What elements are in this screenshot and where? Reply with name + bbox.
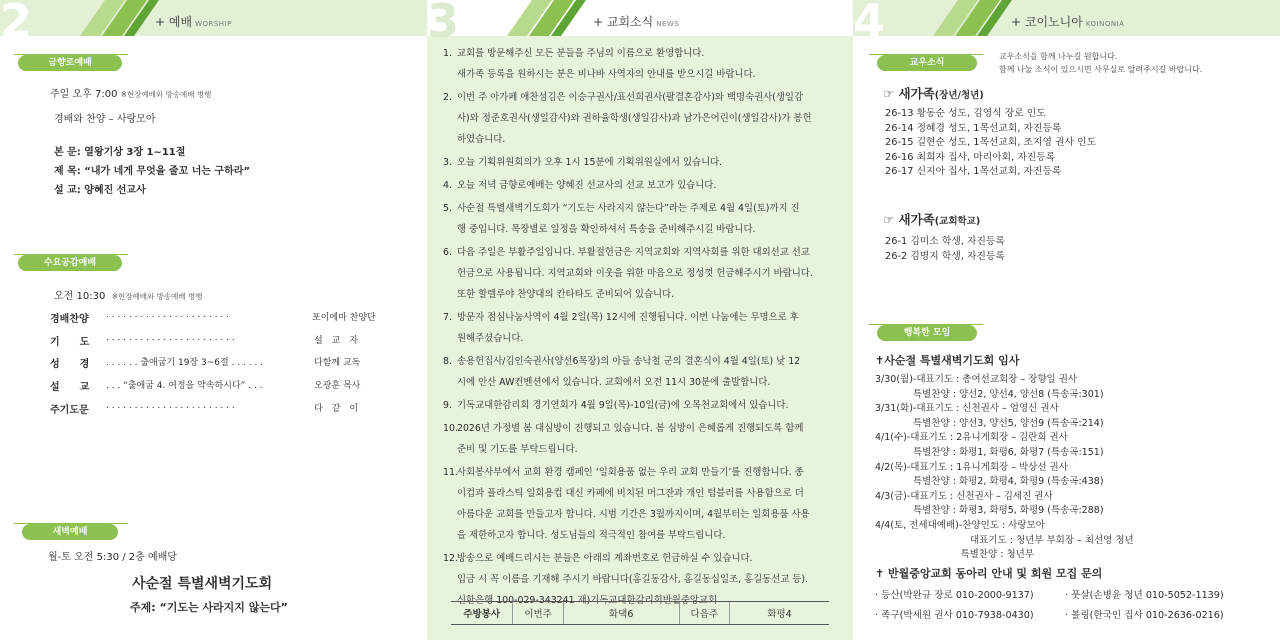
page-number: 3 bbox=[427, 0, 460, 48]
news-item-number: 9. bbox=[443, 400, 452, 411]
wednesday-time: 오전 10:30 ※현장예배와 방송예배 병행 bbox=[54, 291, 203, 302]
news-item bbox=[443, 418, 843, 460]
new-family-entry: 26-14 정혜경 성도, 1목선교회, 자진등록 bbox=[885, 122, 1062, 134]
leaf-stripes-icon bbox=[923, 0, 1013, 36]
news-item bbox=[443, 462, 843, 546]
schedule-line: 특별찬양 : 청년부 bbox=[875, 549, 1034, 561]
order-label: 주기도문 bbox=[50, 405, 89, 416]
wednesday-badge: 수요공감예배 bbox=[18, 255, 122, 271]
news-item-continuation: 또한 할렐루야 찬양대의 칸타타도 준비되어 있습니다. bbox=[457, 289, 675, 300]
news-item-number: 7. bbox=[443, 312, 452, 323]
dawn-heading: 사순절 특별새벽기도회 bbox=[132, 576, 273, 592]
news-item bbox=[443, 152, 843, 173]
gathering-badge: 행복한 모임 bbox=[877, 325, 977, 341]
friday-time: 주일 오후 7:00 ※현장예배와 방송예배 병행 bbox=[50, 89, 212, 100]
section-title: + 교회소식 NEWS bbox=[593, 15, 680, 29]
order-right: 다 같 이 bbox=[314, 404, 359, 414]
news-item bbox=[443, 242, 843, 305]
order-right: 오광훈 목사 bbox=[314, 381, 361, 391]
new-family-entry: 26-13 황동순 성도, 김영식 장로 인도 bbox=[885, 108, 1046, 119]
schedule-line: 특별찬양 : 양선3, 양선5, 양선9 (특송곡:214) bbox=[875, 417, 1104, 429]
schedule-line: 특별찬양 : 화평1, 화평6, 화평7 (특송곡:151) bbox=[875, 447, 1104, 458]
worship-panel bbox=[0, 0, 427, 640]
order-middle: . . . . . . . . . . . . . . . . . . . . . . bbox=[106, 310, 230, 320]
news-item-continuation: 헌금으로 사용됩니다. 지역교회와 이웃을 위한 마음으로 정성껏 헌금해주시기 바랍니다. bbox=[457, 268, 813, 279]
news-item-continuation: 준비 및 기도를 부탁드립니다. bbox=[457, 444, 578, 455]
schedule-line: 특별찬양 : 화평3, 화평5, 화평9 (특송곡:288) bbox=[875, 505, 1104, 517]
schedule-line: 4/1(수)-대표기도 : 2유니게회장 – 김란희 권사 bbox=[875, 432, 1068, 444]
friday-preacher: 설 교: 양혜진 선교사 bbox=[54, 185, 146, 196]
news-item-text: 사회봉사부에서 교회 환경 캠페인 ‘일회용품 없는 우리 교회 만들기’를 진행합니다. 종 bbox=[457, 467, 804, 478]
new-family-entry: 26-17 신지아 집사, 1목선교회, 자진등록 bbox=[885, 166, 1062, 177]
dawn-subheading: 주제: “기도는 사라지지 않는다” bbox=[130, 601, 288, 614]
news-item-text: 방문자 점심나눔사역이 4월 2일(목) 12시에 진행됩니다. 이번 나눔에는 무명으로 후 bbox=[457, 312, 799, 323]
news-item-text: 송용헌집사/김인숙권사(양선6목장)의 아들 송낙철 군의 결혼식이 4월 4일(토) 낮 12 bbox=[457, 356, 801, 367]
order-middle: . . . . . . . . . . . . . . . . . . . . . . . bbox=[106, 333, 235, 343]
new-family-adult-title: ☞ 새가족(장년/청년) bbox=[883, 86, 984, 101]
table-label: 주방봉사 bbox=[451, 602, 513, 624]
kitchen-service-table bbox=[451, 601, 829, 625]
schedule-line: 4/2(목)-대표기도 : 1유니게회장 – 박상선 권사 bbox=[875, 461, 1068, 473]
order-middle: . . . “출애굽 4. 여정을 약속하시다” . . . bbox=[106, 381, 263, 391]
news-item-continuation: 행 중입니다. 목장별로 일정을 확인하셔서 특송을 준비해주시길 바랍니다. bbox=[457, 224, 756, 235]
news-item-continuation: 을 제한하고자 합니다. 성도님들의 적극적인 참여를 부탁드립니다. bbox=[457, 530, 726, 541]
schedule-line: 특별찬양 : 양선2, 양선4, 양선8 (특송곡:301) bbox=[875, 388, 1104, 400]
club-title: ✝ 반월중앙교회 동아리 안내 및 회원 모집 문의 bbox=[875, 567, 1103, 580]
news-item-continuation: 원해주셨습니다. bbox=[457, 333, 524, 344]
table-next-team: 화평4 bbox=[767, 609, 792, 620]
new-family-school-title: ☞ 새가족(교회학교) bbox=[883, 212, 981, 227]
news-item-text: 2026년 가정별 봄 대심방이 진행되고 있습니다. 봄 심방이 은혜롭게 진행되도록 함께 bbox=[457, 423, 804, 434]
koinonia-panel bbox=[853, 0, 1280, 640]
friday-text: 본 문: 열왕기상 3장 1~11절 bbox=[54, 147, 186, 158]
news-item-text: 사순절 특별새벽기도회가 “기도는 사라지지 않는다”라는 주제로 4월 4일(토)까지 진 bbox=[457, 203, 800, 214]
news-item bbox=[443, 198, 843, 240]
news-item-number: 8. bbox=[443, 356, 452, 367]
news-item-continuation: 입금 시 꼭 이름을 기재해 주시기 바랍니다(홍길동감사, 홍길동십일조, 홍길동선교 등). bbox=[457, 574, 808, 585]
news-item-number: 2. bbox=[443, 92, 452, 103]
dawn-time: 월-토 오전 5:30 / 2층 예배당 bbox=[48, 552, 177, 563]
news-item bbox=[443, 395, 843, 416]
news-item-number: 11. bbox=[443, 467, 458, 478]
new-family-entry: 26-1 김미소 학생, 자진등록 bbox=[885, 236, 1005, 247]
news-item-number: 1. bbox=[443, 48, 452, 59]
new-family-entry: 26-2 김명지 학생, 자진등록 bbox=[885, 250, 1005, 262]
news-item bbox=[443, 87, 843, 150]
schedule-line: 3/31(화)-대표기도 : 신천권사 – 엄영신 권사 bbox=[875, 403, 1059, 415]
news-item-text: 다음 주일은 부활주일입니다. 부활절헌금은 지역교회와 지역사회를 위한 대외선교 선교 bbox=[457, 247, 810, 258]
news-item-continuation: 하였습니다. bbox=[457, 134, 506, 145]
table-this-team: 화댁6 bbox=[564, 602, 680, 624]
new-family-entry: 26-15 길현순 성도, 1목선교회, 조지영 권사 인도 bbox=[885, 137, 1097, 148]
order-right: 다함께 교독 bbox=[314, 358, 361, 368]
news-header bbox=[427, 0, 853, 48]
page-number: 4 bbox=[853, 0, 886, 48]
worship-header bbox=[0, 0, 427, 48]
friday-song: 경배와 찬양 – 사랑모아 bbox=[54, 114, 156, 125]
new-family-entry: 26-16 최희자 집사, 마리아회, 자진등록 bbox=[885, 151, 1056, 163]
news-item-continuation: 신한은행 100-029-343241 재)기독교대한감리회반월중앙교회 bbox=[457, 595, 718, 606]
section-title: + 코이노니아 KOINONIA bbox=[1011, 15, 1125, 29]
order-label: 기 도 bbox=[50, 337, 90, 348]
schedule-line: 3/30(월)-대표기도 : 총여선교회장 – 장향일 권사 bbox=[875, 374, 1078, 385]
news-item bbox=[443, 307, 843, 349]
news-item-number: 5. bbox=[443, 203, 452, 214]
schedule-line: 4/3(금)-대표기도 : 신천권사 – 김세진 권사 bbox=[875, 490, 1053, 502]
news-item-text: 교회를 방문해주신 모든 분들을 주님의 이름으로 환영합니다. bbox=[457, 48, 705, 59]
news-item-number: 3. bbox=[443, 157, 452, 168]
news-item-continuation: 사)와 정준호권사(생일감사)와 권하율학생(생일감사)과 남가은어린이(생일감사)가 봉헌 bbox=[457, 113, 812, 124]
section-title: + 예배 WORSHIP bbox=[155, 15, 232, 29]
order-middle: . . . . . . 출애굽기 19장 3~6절 . . . . . . bbox=[106, 358, 263, 368]
news-item bbox=[443, 175, 843, 196]
news-item-text: 방송으로 예배드리시는 분들은 아래의 계좌번호로 헌금하실 수 있습니다. bbox=[457, 553, 753, 564]
news-item-number: 10. bbox=[443, 423, 458, 434]
order-label: 설 교 bbox=[50, 382, 90, 393]
news-item-continuation: 시에 안산 AW컨벤션에서 있습니다. 교회에서 오전 11시 30분에 출발합니다. bbox=[457, 377, 771, 388]
schedule-line: 특별찬양 : 화평2, 화평4, 화평9 (특송곡:438) bbox=[875, 476, 1104, 488]
news-item-text: 이번 주 아가페 애찬섬김은 이승구권사/표선희권사(팔결혼감사)와 백명숙권사(생일감 bbox=[457, 92, 804, 103]
table-this-week: 이번주 bbox=[513, 602, 563, 624]
news-item-continuation: 이컵과 플라스틱 일회용컵 대신 카페에 비치된 머그잔과 개인 텀블러를 사용함으로 더 bbox=[457, 488, 804, 499]
news-item-continuation: 아름다운 교회를 만들고자 합니다. 시범 기간은 3월까지이며, 4월부터는 일회용품 사용 bbox=[457, 509, 810, 520]
friday-badge: 금향로예배 bbox=[18, 55, 122, 71]
intro-line: 교우소식을 함께 나누길 원합니다. bbox=[999, 52, 1118, 61]
club-item: · 등산(박완규 장로 010-2000-9137) bbox=[875, 590, 1034, 601]
news-item-text: 오늘 저녁 금향로예배는 양혜진 선교사의 선교 보고가 있습니다. bbox=[457, 180, 717, 191]
news-item-text: 오늘 기획위원회의가 오후 1시 15분에 기획위원실에서 있습니다. bbox=[457, 157, 723, 168]
schedule-title: ✝사순절 특별새벽기도회 임사 bbox=[875, 354, 1020, 367]
club-item: · 족구(박세원 권사 010-7938-0430) bbox=[875, 610, 1034, 621]
news-item-number: 6. bbox=[443, 247, 452, 258]
club-item: · 풋살(손병윤 청년 010-5052-1139) bbox=[1065, 590, 1224, 601]
news-item-number: 12. bbox=[443, 553, 458, 564]
table-next-week: 다음주 bbox=[680, 602, 730, 624]
dawn-badge: 새벽예배 bbox=[22, 524, 118, 540]
news-item bbox=[443, 351, 843, 393]
order-label: 성 경 bbox=[50, 359, 90, 370]
news-badge: 교우소식 bbox=[877, 55, 977, 71]
leaf-stripes-icon bbox=[70, 0, 160, 36]
news-item-continuation: 새가족 등록을 원하시는 분은 비나바 사역자의 안내를 받으시길 바랍니다. bbox=[457, 69, 756, 80]
news-panel bbox=[427, 0, 853, 640]
news-item-number: 4. bbox=[443, 180, 452, 191]
order-right: 설 교 자 bbox=[314, 336, 359, 346]
page-number: 2 bbox=[0, 0, 33, 48]
order-right: 포이에마 찬양단 bbox=[312, 313, 376, 323]
news-item bbox=[443, 43, 843, 85]
leaf-stripes-icon bbox=[497, 0, 587, 36]
schedule-line: 4/4(토, 전세대예배)-찬양인도 : 사랑모아 bbox=[875, 520, 1045, 531]
intro-line: 함께 나눌 소식이 있으시면 사무실로 알려주시길 바랍니다. bbox=[999, 65, 1203, 74]
schedule-line: 대표기도 : 청년부 부회장 – 최선영 청년 bbox=[875, 534, 1134, 546]
order-middle: . . . . . . . . . . . . . . . . . . . . . . . bbox=[106, 401, 235, 411]
koinonia-header bbox=[853, 0, 1280, 48]
order-label: 경배찬양 bbox=[50, 314, 89, 325]
friday-title: 제 목: “내가 네게 무엇을 줄꼬 너는 구하라” bbox=[54, 166, 251, 177]
news-item-text: 기독교대한감리회 경기연회가 4월 9일(목)-10일(금)에 오목천교회에서 있습니다. bbox=[457, 400, 789, 411]
club-item: · 볼링(한국인 집사 010-2636-0216) bbox=[1065, 610, 1224, 621]
